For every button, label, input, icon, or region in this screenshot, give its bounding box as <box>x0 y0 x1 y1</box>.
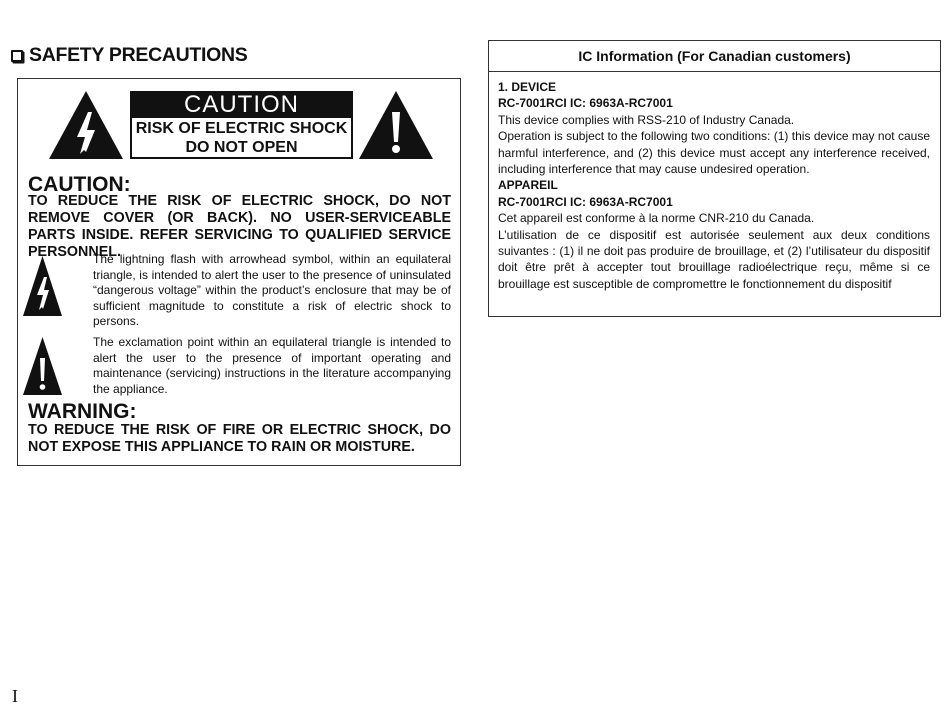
caution-label-line1: RISK OF ELECTRIC SHOCK <box>135 120 348 137</box>
page-number: I <box>12 686 18 706</box>
warning-heading: WARNING: <box>28 400 137 423</box>
caution-label-box <box>130 118 353 159</box>
device-model: RC-7001RCI IC: 6963A-RC7001 <box>498 96 673 111</box>
caution-label-title: CAUTION <box>130 91 353 118</box>
appareil-model: RC-7001RCI IC: 6963A-RC7001 <box>498 194 673 209</box>
section-heading-text: SAFETY PRECAUTIONS <box>29 44 248 66</box>
lightning-symbol-text: The lightning flash with arrowhead symbol, within an equilateral triangle, is intended to alert the user to the presence of uninsulated “dangerous voltage” within the product’s enclosure that may be of sufficient magnitude to constitute a risk of electric shock to persons. <box>93 252 451 328</box>
caution-label-line2: DO NOT OPEN <box>185 139 298 156</box>
ic-title: IC Information (For Canadian customers) <box>489 41 940 72</box>
device-conditions: Operation is subject to the following two conditions: (1) this device may not cause harmful interference, and (2) this device must accept any interference received, including interference that may cause undesired operation. <box>498 129 930 177</box>
checkbox-icon <box>11 50 23 62</box>
section-heading <box>11 44 248 67</box>
appareil-conditions: L’utilisation de ce dispositif est autorisée seulement aux deux conditions suivantes : (1) il ne doit pas produire de brouillage, et (2) l’utilisateur du dispositif doit être prêt à accepter tout brouillage radioélectrique reçu, même si ce brouillage est susceptible de compromettre le fonctionnement du dispositif <box>498 227 930 291</box>
caution-heading: CAUTION: <box>28 173 131 196</box>
small-exclamation-icon <box>22 336 63 396</box>
exclamation-symbol-text: The exclamation point within an equilateral triangle is intended to alert the user to the presence of important operating and maintenance (servicing) instructions in the literature accompanying the appliance. <box>93 335 451 396</box>
caution-text: TO REDUCE THE RISK OF ELECTRIC SHOCK, DO NOT REMOVE COVER (OR BACK). NO USER-SERVICEABLE PARTS INSIDE. REFER SERVICING TO QUALIFIED SERVICE PERSONNEL. <box>28 193 451 260</box>
ic-content <box>498 79 930 292</box>
appareil-heading: APPAREIL <box>498 178 558 193</box>
lightning-warning-icon <box>48 90 124 160</box>
exclamation-warning-icon <box>358 90 434 160</box>
small-lightning-icon <box>22 255 63 317</box>
device-heading: 1. DEVICE <box>498 80 557 94</box>
appareil-compliance-line: Cet appareil est conforme à la norme CNR-210 du Canada. <box>498 211 815 226</box>
device-compliance-line: This device complies with RSS-210 of Industry Canada. <box>498 112 795 127</box>
warning-text: TO REDUCE THE RISK OF FIRE OR ELECTRIC SHOCK, DO NOT EXPOSE THIS APPLIANCE TO RAIN OR MOISTURE. <box>28 422 451 455</box>
